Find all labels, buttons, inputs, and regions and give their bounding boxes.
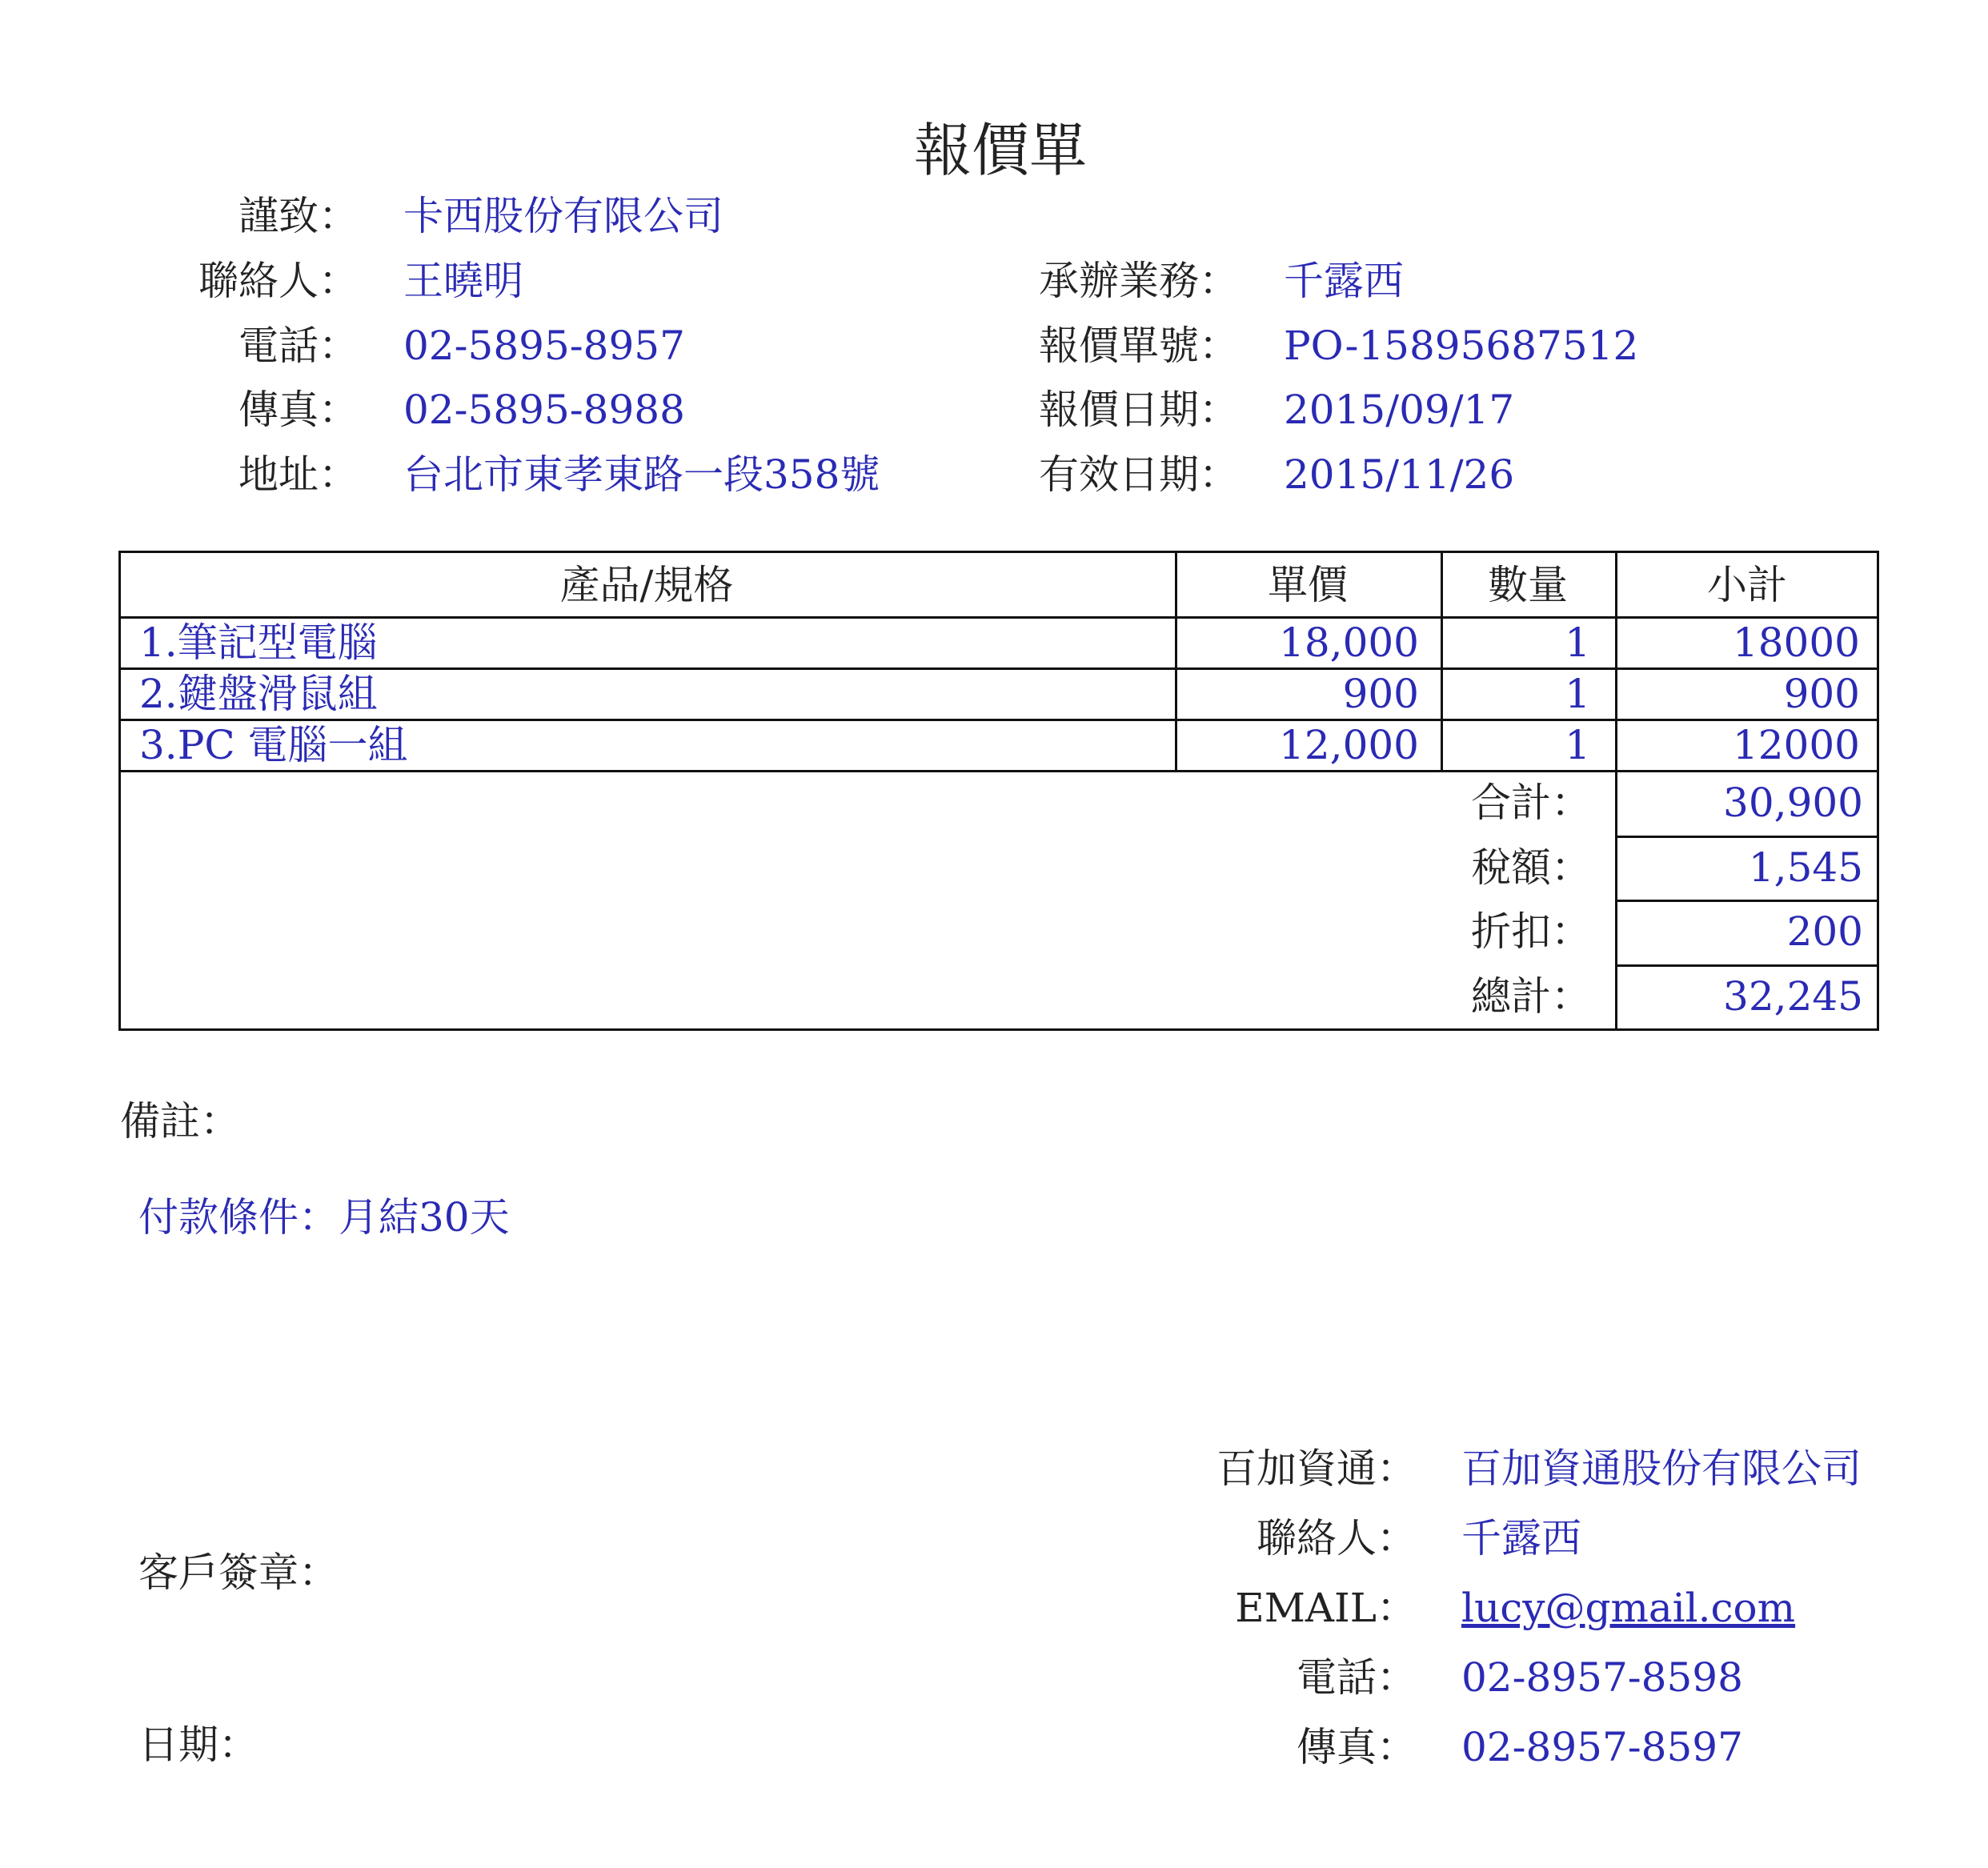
vendor-contact-value: 千露西 xyxy=(1461,1515,1581,1561)
vendor-fax-value: 02-8957-8597 xyxy=(1461,1724,1743,1770)
summary-divider xyxy=(1615,836,1879,838)
summary-divider xyxy=(1615,900,1879,902)
to-value: 卡西股份有限公司 xyxy=(403,193,723,239)
row-2-qty: 1 xyxy=(1565,671,1590,717)
row-3-subtotal: 12000 xyxy=(1732,722,1860,768)
address-label: 地址： xyxy=(238,451,359,498)
row-2-item: 2.鍵盤滑鼠組 xyxy=(139,671,378,717)
discount-label: 折扣： xyxy=(1471,908,1591,955)
header-qty: 數量 xyxy=(1488,562,1568,608)
header-product: 產品/規格 xyxy=(559,562,734,608)
to-label: 謹致： xyxy=(238,193,359,239)
row-1-price: 18,000 xyxy=(1279,619,1419,666)
sum-value: 30,900 xyxy=(1723,780,1863,826)
phone-label: 電話： xyxy=(238,323,359,369)
row-1-subtotal: 18000 xyxy=(1732,619,1860,666)
sum-label: 合計： xyxy=(1471,780,1591,826)
vendor-phone-label: 電話： xyxy=(1297,1654,1417,1701)
contact-label: 聯絡人： xyxy=(198,258,359,304)
fax-label: 傳真： xyxy=(238,387,359,433)
tax-label: 稅額： xyxy=(1471,844,1591,891)
summary-divider xyxy=(1615,964,1879,967)
vendor-contact-label: 聯絡人： xyxy=(1257,1515,1417,1561)
row-2-price: 900 xyxy=(1342,671,1419,717)
total-label: 總計： xyxy=(1471,973,1591,1020)
row-1-qty: 1 xyxy=(1565,619,1590,666)
address-value: 台北市東孝東路一段358號 xyxy=(403,451,880,498)
vendor-company-value: 百加資通股份有限公司 xyxy=(1461,1445,1862,1492)
discount-value: 200 xyxy=(1786,908,1863,955)
sales-label: 承辦業務： xyxy=(1039,258,1239,304)
notes-text: 付款條件：月結30天 xyxy=(138,1194,510,1241)
valid-date-value: 2015/11/26 xyxy=(1284,451,1515,498)
row-3-price: 12,000 xyxy=(1279,722,1419,768)
total-value: 32,245 xyxy=(1723,973,1863,1020)
fax-value: 02-5895-8988 xyxy=(403,387,685,433)
quote-table xyxy=(118,551,1879,1031)
vendor-company-label: 百加資通： xyxy=(1216,1445,1417,1492)
quote-number-value: PO-15895687512 xyxy=(1284,323,1639,369)
sales-value: 千露西 xyxy=(1284,258,1404,304)
row-3-qty: 1 xyxy=(1565,722,1590,768)
quote-date-value: 2015/09/17 xyxy=(1284,387,1515,433)
tax-value: 1,545 xyxy=(1748,844,1863,891)
page-title: 報價單 xyxy=(914,117,1088,184)
header-price: 單價 xyxy=(1268,562,1348,608)
header-subtotal: 小計 xyxy=(1707,562,1787,608)
phone-value: 02-5895-8957 xyxy=(403,323,685,369)
valid-date-label: 有效日期： xyxy=(1039,451,1239,498)
vendor-fax-label: 傳真： xyxy=(1297,1724,1417,1770)
notes-label: 備註： xyxy=(120,1098,240,1144)
row-3-item: 3.PC 電腦一組 xyxy=(139,722,408,768)
contact-value: 王曉明 xyxy=(403,258,523,304)
quote-number-label: 報價單號： xyxy=(1039,323,1239,369)
vendor-phone-value: 02-8957-8598 xyxy=(1461,1654,1743,1701)
quote-date-label: 報價日期： xyxy=(1039,387,1239,433)
vendor-email-link[interactable]: lucy@gmail.com xyxy=(1461,1585,1796,1631)
signature-date-label: 日期： xyxy=(138,1722,259,1768)
row-2-subtotal: 900 xyxy=(1783,671,1860,717)
customer-signature-label: 客戶簽章： xyxy=(138,1549,339,1596)
vendor-email-label: EMAIL： xyxy=(1235,1585,1417,1631)
row-1-item: 1.筆記型電腦 xyxy=(139,619,378,666)
